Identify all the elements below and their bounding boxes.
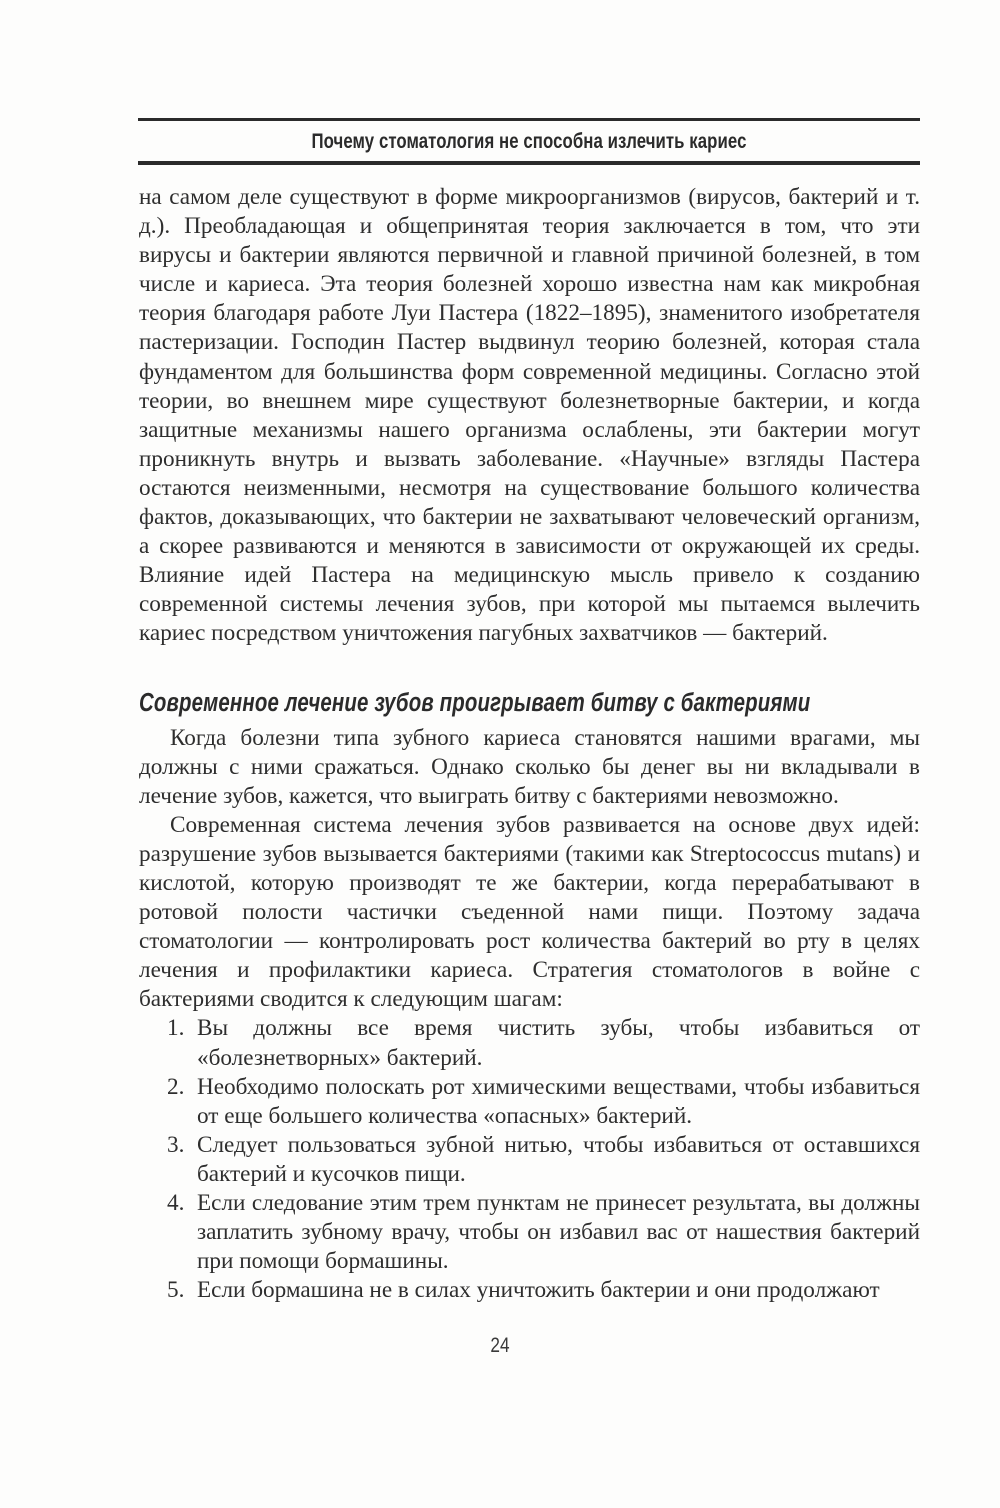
paragraph-2: Когда болезни типа зубного кариеса становятся нашими врагами, мы должны с ними сражаться. Однако сколько бы денег вы ни вкладывали в лечение зубов, кажется, что выиграть битву с бактериями невозможно. — [139, 724, 920, 809]
list-item — [139, 1014, 920, 1072]
list-item — [139, 1189, 920, 1276]
list-item-text: Вы должны все время чистить зубы, чтобы избавиться от «болезнетворных» бактерий. — [197, 1015, 920, 1071]
header-rule-bottom — [138, 161, 920, 165]
list-item-text: Необходимо полоскать рот химическими веществами, чтобы избавиться от еще большего количества «опасных» бактерий. — [197, 1073, 920, 1129]
running-head-title: Почему стоматология не способна излечить кариес — [311, 129, 747, 153]
text-column — [139, 183, 920, 1305]
list-item — [139, 1131, 920, 1189]
list-item-text: Если бормашина не в силах уничтожить бактерии и они продолжают — [197, 1277, 880, 1304]
running-head-block — [138, 118, 920, 165]
list-item — [139, 1073, 920, 1131]
steps-list — [139, 1014, 920, 1305]
paragraph-3: Современная система лечения зубов развивается на основе двух идей: разрушение зубов вызывается бактериями (такими как Streptococcus mutans) и кислотой, которую производят те же бактерии, когда перерабатывают в ротовой полости частички съеденной нами пищи. Поэтому задача стоматологии — контролировать рост количества бактерий во рту в целях лечения и профилактики кариеса. Стратегия стоматологов в войне с бактериями сводится к следующим шагам: — [139, 811, 920, 1013]
list-item-text: Если следование этим трем пунктам не принесет результата, вы должны заплатить зубному врачу, чтобы он избавил вас от нашествия бактерий при помощи бормашины. — [197, 1190, 920, 1275]
list-item — [139, 1276, 920, 1305]
paragraph-continued: на самом деле существуют в форме микроорганизмов (вирусов, бактерий и т. д.). Преобладающая и общепринятая теория заключается в том, что эти вирусы и бактерии являются первичной и главной причиной болезней, в том числе и кариеса. Эта теория болезней хорошо известна нам как микробная теория благодаря работе Луи Пастера (1822–1895), знаменитого изобретателя пастеризации. Господин Пастер выдвинул теорию болезней, которая стала фундаментом для большинства форм современной медицины. Согласно этой теории, во внешнем мире существуют болезнетворные бактерии, и когда защитные механизмы нашего организма ослаблены, эти бактерии могут проникнуть внутрь и вызвать заболевание. «Научные» взгляды Пастера остаются неизменными, несмотря на существование большого количества фактов, доказывающих, что бактерии не захватывают человеческий организм, а скорее развиваются и меняются в зависимости от окружающей их среды. Влияние идей Пастера на медицинскую мысль привело к созданию современной системы лечения зубов, при которой мы пытаемся вылечить кариес посредством уничтожения пагубных захватчиков — бактерий. — [139, 184, 920, 647]
list-item-text: Следует пользоваться зубной нитью, чтобы избавиться от оставшихся бактерий и кусочков пищи. — [197, 1131, 920, 1187]
section-subheading: Современное лечение зубов проигрывает битву с бактериями — [139, 688, 811, 717]
page-number: 24 — [490, 1334, 510, 1357]
